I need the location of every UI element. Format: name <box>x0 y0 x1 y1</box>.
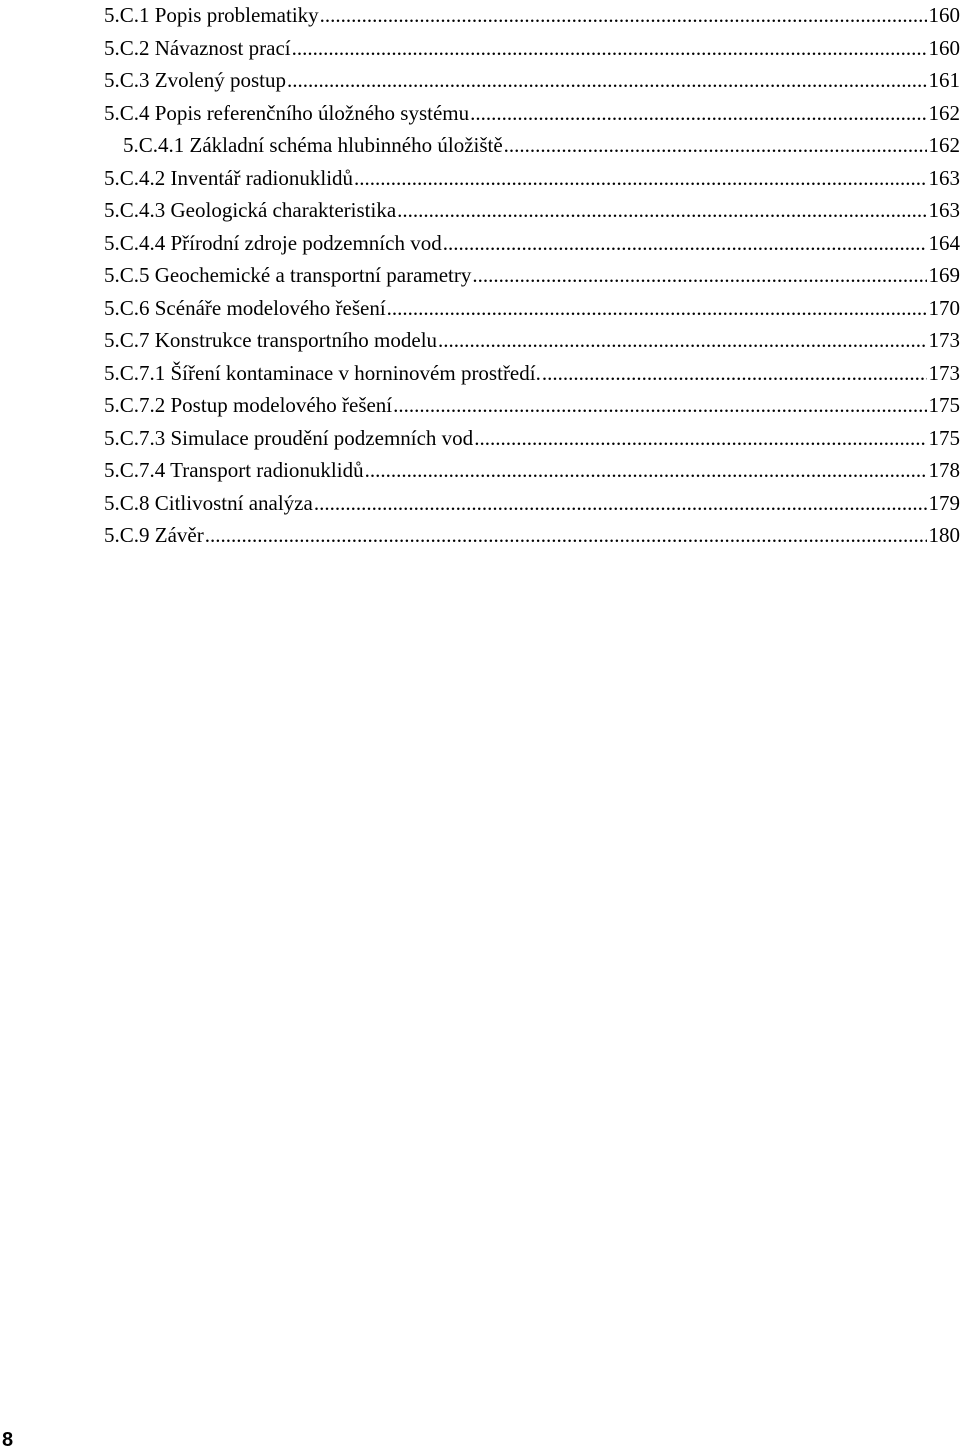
toc-entry-page: 161 <box>928 68 960 92</box>
toc-entry-title: 5.C.4.3 Geologická charakteristika <box>104 195 397 225</box>
toc-leader-dots <box>443 228 927 258</box>
toc-entry[interactable] <box>104 423 960 456</box>
toc-entry[interactable] <box>104 163 960 196</box>
toc-entry[interactable] <box>104 65 960 98</box>
toc-leader-dots <box>320 0 927 30</box>
toc-entry-page: 162 <box>928 133 960 157</box>
toc-entry-page: 173 <box>928 328 960 352</box>
toc-leader-dots <box>470 98 926 128</box>
toc-entry-page: 160 <box>928 35 960 60</box>
toc-entry[interactable] <box>104 260 960 293</box>
toc-leader-dots <box>314 488 927 518</box>
toc-entry[interactable] <box>104 130 960 163</box>
toc-entry-page: 160 <box>928 3 960 27</box>
toc-entry-title: 5.C.4.4 Přírodní zdroje podzemních vod <box>104 228 443 258</box>
toc-entry-page: 173 <box>928 360 960 385</box>
toc-entry[interactable] <box>104 33 960 66</box>
toc-entry[interactable] <box>104 358 960 391</box>
toc-entry[interactable] <box>104 390 960 423</box>
toc-entry[interactable] <box>104 195 960 228</box>
toc-entry[interactable] <box>104 98 960 131</box>
toc-entry-title: 5.C.4.1 Základní schéma hlubinného úložiště <box>123 130 504 160</box>
toc-entry-page: 170 <box>928 295 960 320</box>
toc-entry[interactable] <box>104 520 960 553</box>
page-number: 8 <box>2 1429 14 1451</box>
toc-entry-page: 180 <box>928 523 960 547</box>
toc-entry-title: 5.C.6 Scénáře modelového řešení <box>104 293 387 323</box>
toc-leader-dots <box>205 520 927 550</box>
toc-entry-page: 162 <box>928 100 960 125</box>
toc-leader-dots <box>472 260 926 290</box>
toc-entry[interactable] <box>104 0 960 33</box>
toc-leader-dots <box>287 65 927 95</box>
toc-entry[interactable] <box>104 293 960 326</box>
toc-entry-title: 5.C.7.4 Transport radionuklidů <box>104 455 365 485</box>
toc-entry-title: 5.C.7 Konstrukce transportního modelu <box>104 325 438 355</box>
toc-leader-dots <box>438 325 926 355</box>
toc-entry-page: 164 <box>928 230 960 255</box>
toc-entry-title: 5.C.7.1 Šíření kontaminace v horninovém prostředí. <box>104 358 542 388</box>
toc-entry-page: 175 <box>928 425 960 450</box>
toc-entry-title: 5.C.1 Popis problematiky <box>104 0 320 30</box>
toc-leader-dots <box>292 33 927 63</box>
toc-entry[interactable] <box>104 228 960 261</box>
toc-entry-title: 5.C.5 Geochemické a transportní parametry <box>104 260 472 290</box>
toc-leader-dots <box>397 195 926 225</box>
toc-entry-title: 5.C.4 Popis referenčního úložného systému <box>104 98 470 128</box>
toc-leader-dots <box>387 293 927 323</box>
toc-entry-title: 5.C.3 Zvolený postup <box>104 65 287 95</box>
toc-entry-page: 169 <box>928 263 960 287</box>
toc-entry[interactable] <box>104 488 960 521</box>
toc-entry-title: 5.C.7.2 Postup modelového řešení <box>104 390 393 420</box>
toc-leader-dots <box>504 130 927 160</box>
toc-leader-dots <box>365 455 927 485</box>
toc-entry-title: 5.C.4.2 Inventář radionuklidů <box>104 163 354 193</box>
table-of-contents <box>104 0 960 553</box>
toc-entry[interactable] <box>104 325 960 358</box>
toc-leader-dots <box>474 423 926 453</box>
toc-entry-title: 5.C.8 Citlivostní analýza <box>104 488 314 518</box>
toc-leader-dots <box>393 390 926 420</box>
toc-entry-title: 5.C.9 Závěr <box>104 520 205 550</box>
toc-entry-title: 5.C.2 Návaznost prací <box>104 33 292 63</box>
toc-entry-page: 179 <box>928 490 960 515</box>
toc-entry-page: 163 <box>928 198 960 222</box>
toc-leader-dots <box>354 163 926 193</box>
toc-leader-dots <box>542 358 927 388</box>
toc-entry-page: 175 <box>928 393 960 417</box>
toc-entry-page: 178 <box>928 458 960 482</box>
toc-entry-page: 163 <box>928 165 960 190</box>
toc-entry-title: 5.C.7.3 Simulace proudění podzemních vod <box>104 423 474 453</box>
toc-entry[interactable] <box>104 455 960 488</box>
